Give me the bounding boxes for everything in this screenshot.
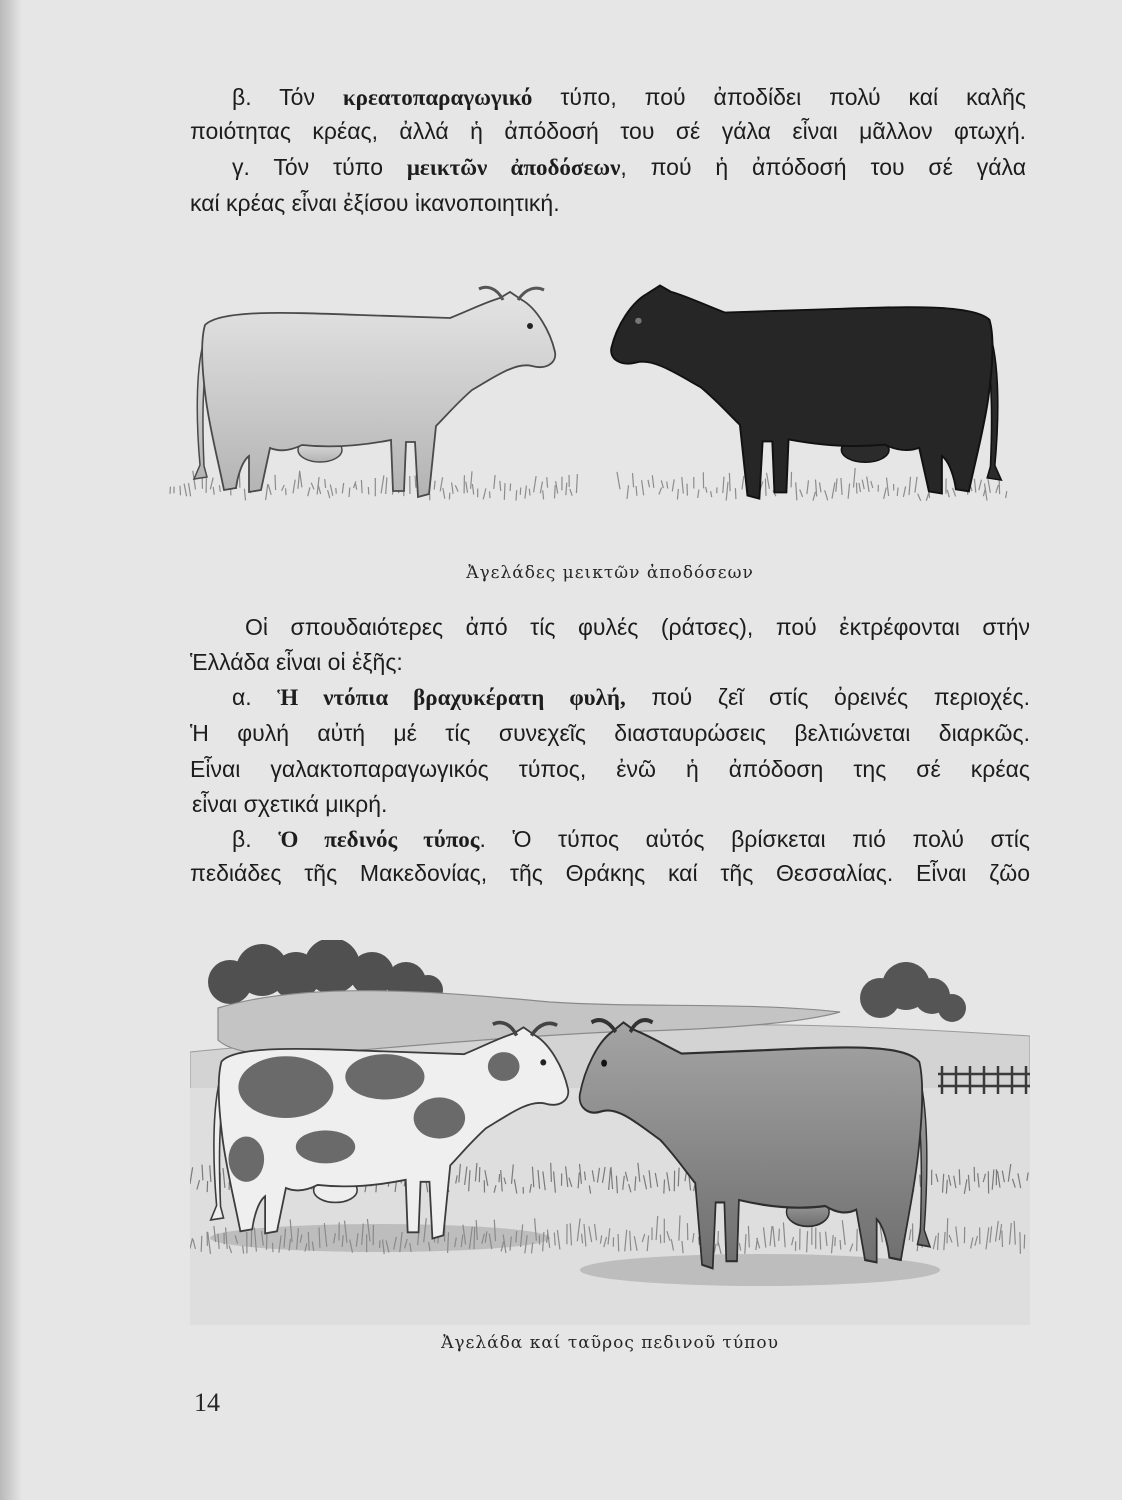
bold-term: Ἡ ντόπια βραχυκέρατη φυλή, (277, 685, 626, 710)
text-run: α. (232, 684, 278, 710)
light-cow (194, 287, 555, 497)
para-intro-line-1: Οἱ σπουδαιότερες ἀπό τίς φυλές (ράτσες), πού ἐκτρέφονται στήν (245, 614, 1030, 640)
para-local-line-1 (232, 679, 1030, 715)
text-run: . Ὁ τύπος αὐτός βρίσκεται πιό πολύ στίς (479, 826, 1030, 852)
para-intro-line-2: Ἑλλάδα εἶναι οἱ ἑξῆς: (190, 649, 403, 675)
page-number: 14 (194, 1388, 220, 1417)
text-run: τύπο, πού ἀποδίδει πολύ καί καλῆς (532, 84, 1026, 110)
bold-term: κρεατοπαραγωγικό (342, 85, 533, 110)
para-plain-line-1 (232, 821, 1030, 857)
para-local-line-3: Εἶναι γαλακτοπαραγωγικός τύπος, ἐνῶ ἡ ἀπόδοση της σέ κρέας (190, 756, 1030, 782)
para-plain-line-2: πεδιάδες τῆς Μακεδονίας, τῆς Θράκης καί τῆς Θεσσαλίας. Εἶναι ζῶο (190, 860, 1030, 886)
bull-shadow (580, 1254, 940, 1286)
para-meat-line-2: ποιότητας κρέας, ἀλλά ἡ ἀπόδοσή του σέ γάλα εἶναι μᾶλλον φτωχή. (190, 118, 1026, 144)
para-local-line-4: εἶναι σχετικά μικρή. (192, 791, 388, 817)
para-mixed-line-2: καί κρέας εἶναι ἐξίσου ἱκανοποιητική. (190, 190, 560, 216)
bold-term: Ὁ πεδινός τύπος (278, 827, 480, 852)
dark-cow (611, 285, 1001, 498)
figure1-caption: Ἀγελάδες μεικτῶν ἀποδόσεων (466, 563, 754, 583)
grass-blades (617, 468, 1007, 501)
text-run: β. Τόν (232, 84, 343, 110)
figure-plain-cattle (190, 940, 1030, 1325)
para-mixed-line-1 (232, 149, 1026, 185)
text-run: , πού ἡ ἀπόδοσή του σέ γάλα (620, 154, 1026, 180)
text-run: πού ζεῖ στίς ὀρεινές περιοχές. (625, 684, 1030, 710)
text-run: β. (232, 826, 279, 852)
figure2-caption: Ἀγελάδα καί ταῦρος πεδινοῦ τύπου (441, 1333, 779, 1353)
bold-term: μεικτῶν ἀποδόσεων (406, 155, 621, 180)
grass-right (617, 468, 1007, 501)
background-trees-right (860, 962, 966, 1022)
text-run: γ. Τόν τύπο (232, 154, 407, 180)
para-meat-line-1 (232, 79, 1026, 115)
para-local-line-2: Ἡ φυλή αὐτή μέ τίς συνεχεῖς διασταυρώσεις βελτιώνεται διαρκῶς. (190, 720, 1030, 746)
book-spine-shadow (0, 0, 22, 1500)
figure-mixed-cows (160, 275, 1020, 520)
